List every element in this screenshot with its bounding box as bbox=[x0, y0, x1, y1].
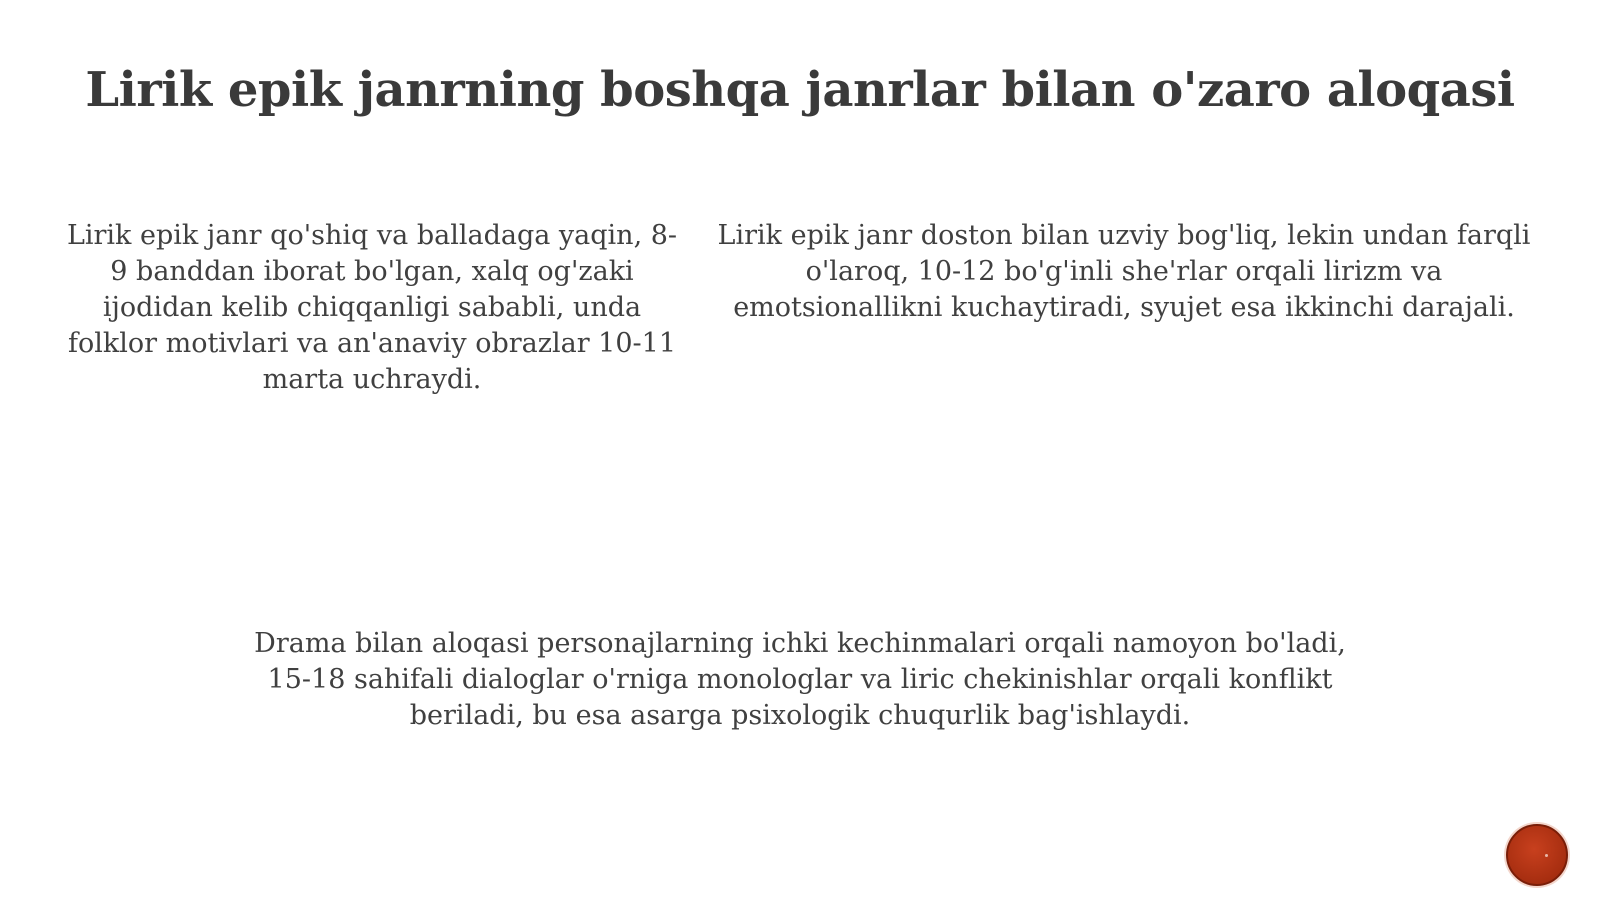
slide-title: Lirik epik janrning boshqa janrlar bilan o'zaro aloqasi bbox=[85, 62, 1515, 118]
text-block-right: Lirik epik janr doston bilan uzviy bog'liq, lekin undan farqli o'laroq, 10-12 bo'g'inli she'rlar orqali lirizm va emotsionallikni kuchaytiradi, syujet esa ikkinchi darajali. bbox=[717, 220, 1531, 323]
text-block-bottom: Drama bilan aloqasi personajlarning ichki kechinmalari orqali namoyon bo'ladi, 15-18 sahifali dialoglar o'rniga monologlar va liric chekinishlar orqali konflikt beriladi, bu esa asarga psixologik chuqurlik bag'ishlaydi. bbox=[254, 628, 1346, 731]
slide-nav-button[interactable] bbox=[1506, 824, 1568, 886]
text-block-left: Lirik epik janr qo'shiq va balladaga yaqin, 8-9 banddan iborat bo'lgan, xalq og'zaki ijodidan kelib chiqqanligi sababli, unda folklor motivlari va an'anaviy obrazlar 10-11 marta uchraydi. bbox=[66, 220, 678, 395]
nav-dot-icon bbox=[1545, 854, 1548, 857]
